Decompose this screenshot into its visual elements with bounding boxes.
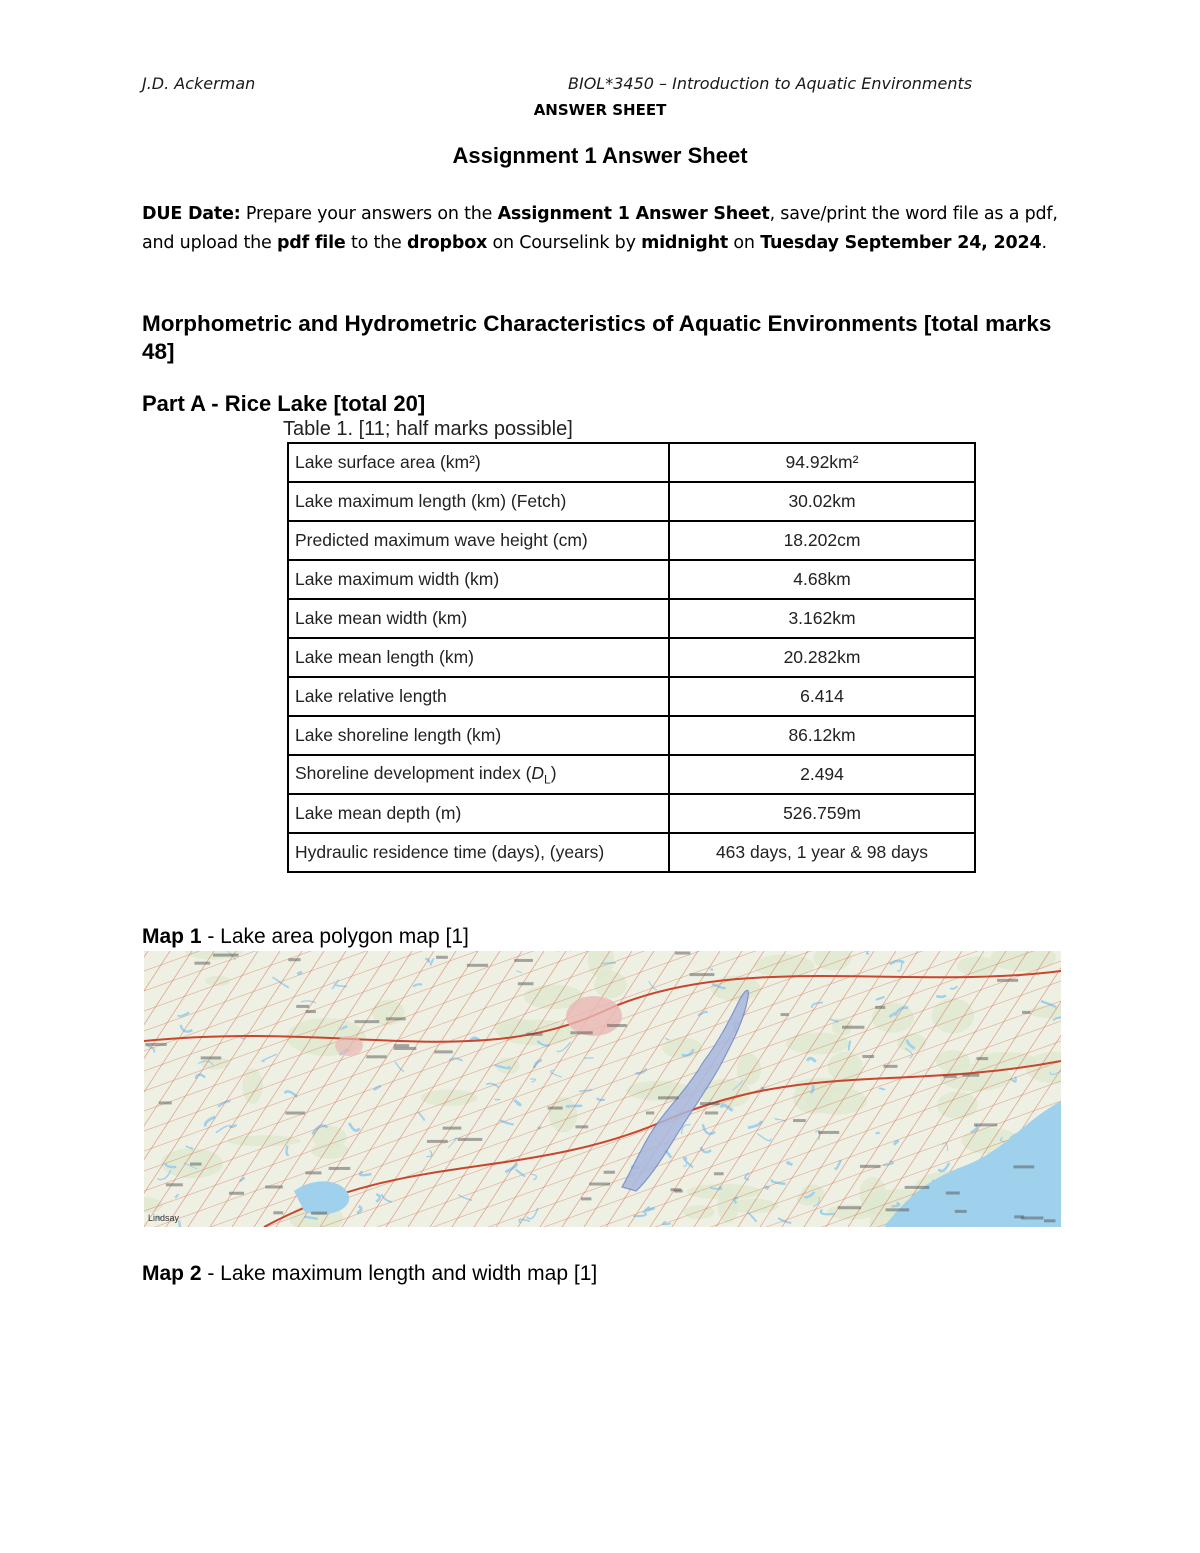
- table-row: [288, 833, 975, 872]
- map2-label-text: - Lake maximum length and width map [1]: [201, 1262, 598, 1285]
- map-place-label: [355, 1020, 380, 1023]
- map-place-label: [527, 1033, 543, 1036]
- due-date-paragraph: [142, 200, 1067, 258]
- label-text: Predicted maximum wave height (cm): [295, 530, 588, 550]
- lake-area-map: [144, 951, 1061, 1227]
- table-cell-value: 2.494: [669, 755, 975, 794]
- label-text: Lake relative length: [295, 686, 447, 706]
- part-a-heading: Part A - Rice Lake [total 20]: [142, 391, 426, 416]
- due-text: Prepare your answers on the: [240, 204, 498, 224]
- map-place-label: [781, 1013, 789, 1016]
- map-place-label: [997, 979, 1018, 982]
- map-town: [566, 996, 622, 1036]
- map-vegetation: [549, 1097, 577, 1133]
- table-cell-label: [288, 599, 669, 638]
- map-stream: [584, 1058, 593, 1059]
- due-bold: midnight: [641, 233, 729, 253]
- table-row: [288, 716, 975, 755]
- table-cell-label: [288, 716, 669, 755]
- map-place-label: [977, 1057, 989, 1060]
- map-place-label: [838, 1206, 861, 1209]
- table-caption: Table 1. [11; half marks possible]: [283, 418, 573, 440]
- label-text: Shoreline development index (: [295, 762, 532, 783]
- map-place-label: [607, 1024, 627, 1027]
- map-place-label: [434, 1050, 452, 1053]
- due-bold: dropbox: [406, 233, 488, 253]
- map-place-label: [386, 1017, 406, 1020]
- table-cell-label: [288, 833, 669, 872]
- map-place-label: [1013, 1165, 1034, 1168]
- map-place-label: [570, 1031, 592, 1034]
- map-vegetation: [242, 1068, 262, 1104]
- table-cell-value: 463 days, 1 year & 98 days: [669, 833, 975, 872]
- table-cell-label: [288, 521, 669, 560]
- map-place-label: [166, 1183, 183, 1186]
- map-place-label: [886, 1208, 910, 1211]
- map-vegetation: [786, 1033, 850, 1055]
- map-place-label: [265, 1185, 283, 1188]
- table-row: [288, 482, 975, 521]
- map-vegetation: [897, 1034, 926, 1052]
- label-text: Hydraulic residence time (days), (years): [295, 842, 605, 862]
- table-row: [288, 755, 975, 794]
- label-text: Lake mean length (km): [295, 647, 474, 667]
- map-place-label: [1021, 1216, 1044, 1219]
- table-cell-value: 94.92km²: [669, 443, 975, 482]
- table-cell-value: 18.202cm: [669, 521, 975, 560]
- map-place-label: [306, 1010, 316, 1013]
- map-place-label: [884, 1065, 898, 1068]
- map-place-label: [962, 1074, 979, 1077]
- map-place-label: [296, 1005, 309, 1008]
- map-place-label: [159, 1101, 172, 1104]
- due-text: on Courselink by: [487, 233, 642, 253]
- label-text: Lake shoreline length (km): [295, 725, 502, 745]
- map-place-label: [589, 1183, 610, 1186]
- map-place-label: [514, 959, 533, 962]
- answer-sheet-label: ANSWER SHEET: [533, 101, 667, 119]
- table-row: [288, 443, 975, 482]
- label-text: Lake maximum width (km): [295, 569, 500, 589]
- map-place-label: [955, 1210, 967, 1213]
- map-place-label: [190, 1163, 202, 1166]
- map-vegetation: [936, 1050, 970, 1071]
- label-text: ): [550, 762, 557, 783]
- map-stream: [876, 1133, 879, 1134]
- table-cell-label: [288, 638, 669, 677]
- map-place-label: [946, 1191, 960, 1194]
- map-place-label: [311, 1212, 327, 1215]
- table-cell-label: [288, 443, 669, 482]
- map1-label-bold: Map 1: [142, 925, 202, 948]
- map-place-label: [690, 973, 715, 976]
- table-row: [288, 677, 975, 716]
- map2-label-bold: Map 2: [142, 1262, 202, 1285]
- map-place-label: [793, 1119, 806, 1122]
- lake-table: [287, 442, 976, 873]
- map-place-label: [366, 1055, 386, 1058]
- due-text: on: [728, 233, 761, 253]
- page-title: Assignment 1 Answer Sheet: [452, 143, 748, 168]
- map-place-label: [675, 952, 690, 955]
- due-bold: Tuesday September 24, 2024: [760, 233, 1042, 253]
- map-vegetation: [737, 1054, 762, 1086]
- section-heading: Morphometric and Hydrometric Characteristics of Aquatic Environments [total marks 48]: [142, 311, 1052, 364]
- map-place-label: [700, 1102, 719, 1105]
- map-stream: [298, 972, 302, 973]
- map-place-label: [705, 1111, 718, 1114]
- map-image: [144, 951, 1061, 1227]
- map-town: [335, 1036, 363, 1056]
- map-place-label: [467, 964, 488, 967]
- map-place-label: [581, 1197, 591, 1200]
- table-row: [288, 638, 975, 677]
- due-bold: pdf file: [276, 233, 346, 253]
- header-course: BIOL*3450 – Introduction to Aquatic Environments: [568, 74, 973, 93]
- map-place-label: [1044, 1219, 1055, 1222]
- map-place-label: [286, 1112, 305, 1115]
- due-text: , save/print the word file as a pdf, and upload the: [142, 204, 1058, 253]
- map-place-label: [646, 1111, 654, 1114]
- table-cell-label: [288, 677, 669, 716]
- map-place-label: [229, 1192, 244, 1195]
- map-place-label: [875, 1006, 885, 1009]
- map-place-label: [394, 1047, 417, 1050]
- header-author: J.D. Ackerman: [142, 74, 256, 93]
- map-place-label: [436, 956, 448, 959]
- map-place-label: [458, 1138, 483, 1141]
- table-row: [288, 560, 975, 599]
- map-place-label: [394, 1044, 409, 1047]
- map-label-lindsay: Lindsay: [148, 1213, 180, 1223]
- map-place-label: [194, 962, 210, 965]
- map-place-label: [1022, 1011, 1030, 1014]
- map-vegetation: [421, 1089, 478, 1106]
- table-row: [288, 794, 975, 833]
- map-vegetation: [932, 998, 974, 1033]
- map1-label: [142, 925, 469, 949]
- map-place-label: [427, 1140, 448, 1143]
- map-place-label: [974, 1123, 997, 1126]
- map-place-label: [943, 1075, 956, 1078]
- map-place-label: [305, 1171, 321, 1174]
- table-cell-value: 3.162km: [669, 599, 975, 638]
- table-cell-value: 20.282km: [669, 638, 975, 677]
- map-place-label: [860, 1165, 880, 1168]
- table-cell-label: [288, 755, 669, 794]
- map-place-label: [575, 1125, 588, 1128]
- table-cell-value: 4.68km: [669, 560, 975, 599]
- map-place-label: [273, 1211, 283, 1214]
- due-text: .: [1041, 233, 1047, 253]
- table-cell-label: [288, 560, 669, 599]
- table-row: [288, 521, 975, 560]
- map-place-label: [842, 1026, 864, 1029]
- map-place-label: [145, 1043, 167, 1046]
- map-place-label: [714, 1172, 724, 1175]
- table-cell-label: [288, 794, 669, 833]
- table-row: [288, 599, 975, 638]
- map-place-label: [288, 958, 300, 961]
- map-place-label: [818, 1131, 839, 1134]
- table-cell-value: 6.414: [669, 677, 975, 716]
- map2-label: [142, 1262, 597, 1286]
- map-place-label: [443, 1127, 462, 1130]
- map1-label-text: - Lake area polygon map [1]: [201, 925, 469, 948]
- due-label: DUE Date:: [142, 204, 241, 224]
- label-text: Lake mean width (km): [295, 608, 468, 628]
- due-text: to the: [345, 233, 407, 253]
- map-vegetation: [594, 971, 627, 998]
- map-place-label: [548, 1107, 563, 1110]
- table-cell-value: 86.12km: [669, 716, 975, 755]
- map-vegetation: [754, 954, 815, 977]
- label-subscript: L: [544, 772, 551, 787]
- label-symbol: D: [531, 762, 545, 783]
- table-cell-label: [288, 482, 669, 521]
- map-place-label: [604, 1171, 615, 1174]
- map-place-label: [862, 1055, 874, 1058]
- map-place-label: [658, 1096, 679, 1099]
- table-cell-value: 30.02km: [669, 482, 975, 521]
- map-place-label: [905, 1186, 930, 1189]
- label-text: Lake maximum length (km) (Fetch): [295, 491, 567, 511]
- map-place-label: [329, 1167, 351, 1170]
- map-place-label: [674, 1190, 682, 1193]
- map-stream: [879, 1088, 885, 1089]
- label-text: Lake mean depth (m): [295, 803, 462, 823]
- map-place-label: [518, 982, 534, 985]
- map-place-label: [213, 954, 239, 957]
- due-bold: Assignment 1 Answer Sheet: [497, 204, 770, 224]
- label-text: Lake surface area (km²): [295, 452, 481, 472]
- map-place-label: [201, 1056, 221, 1059]
- table-cell-value: 526.759m: [669, 794, 975, 833]
